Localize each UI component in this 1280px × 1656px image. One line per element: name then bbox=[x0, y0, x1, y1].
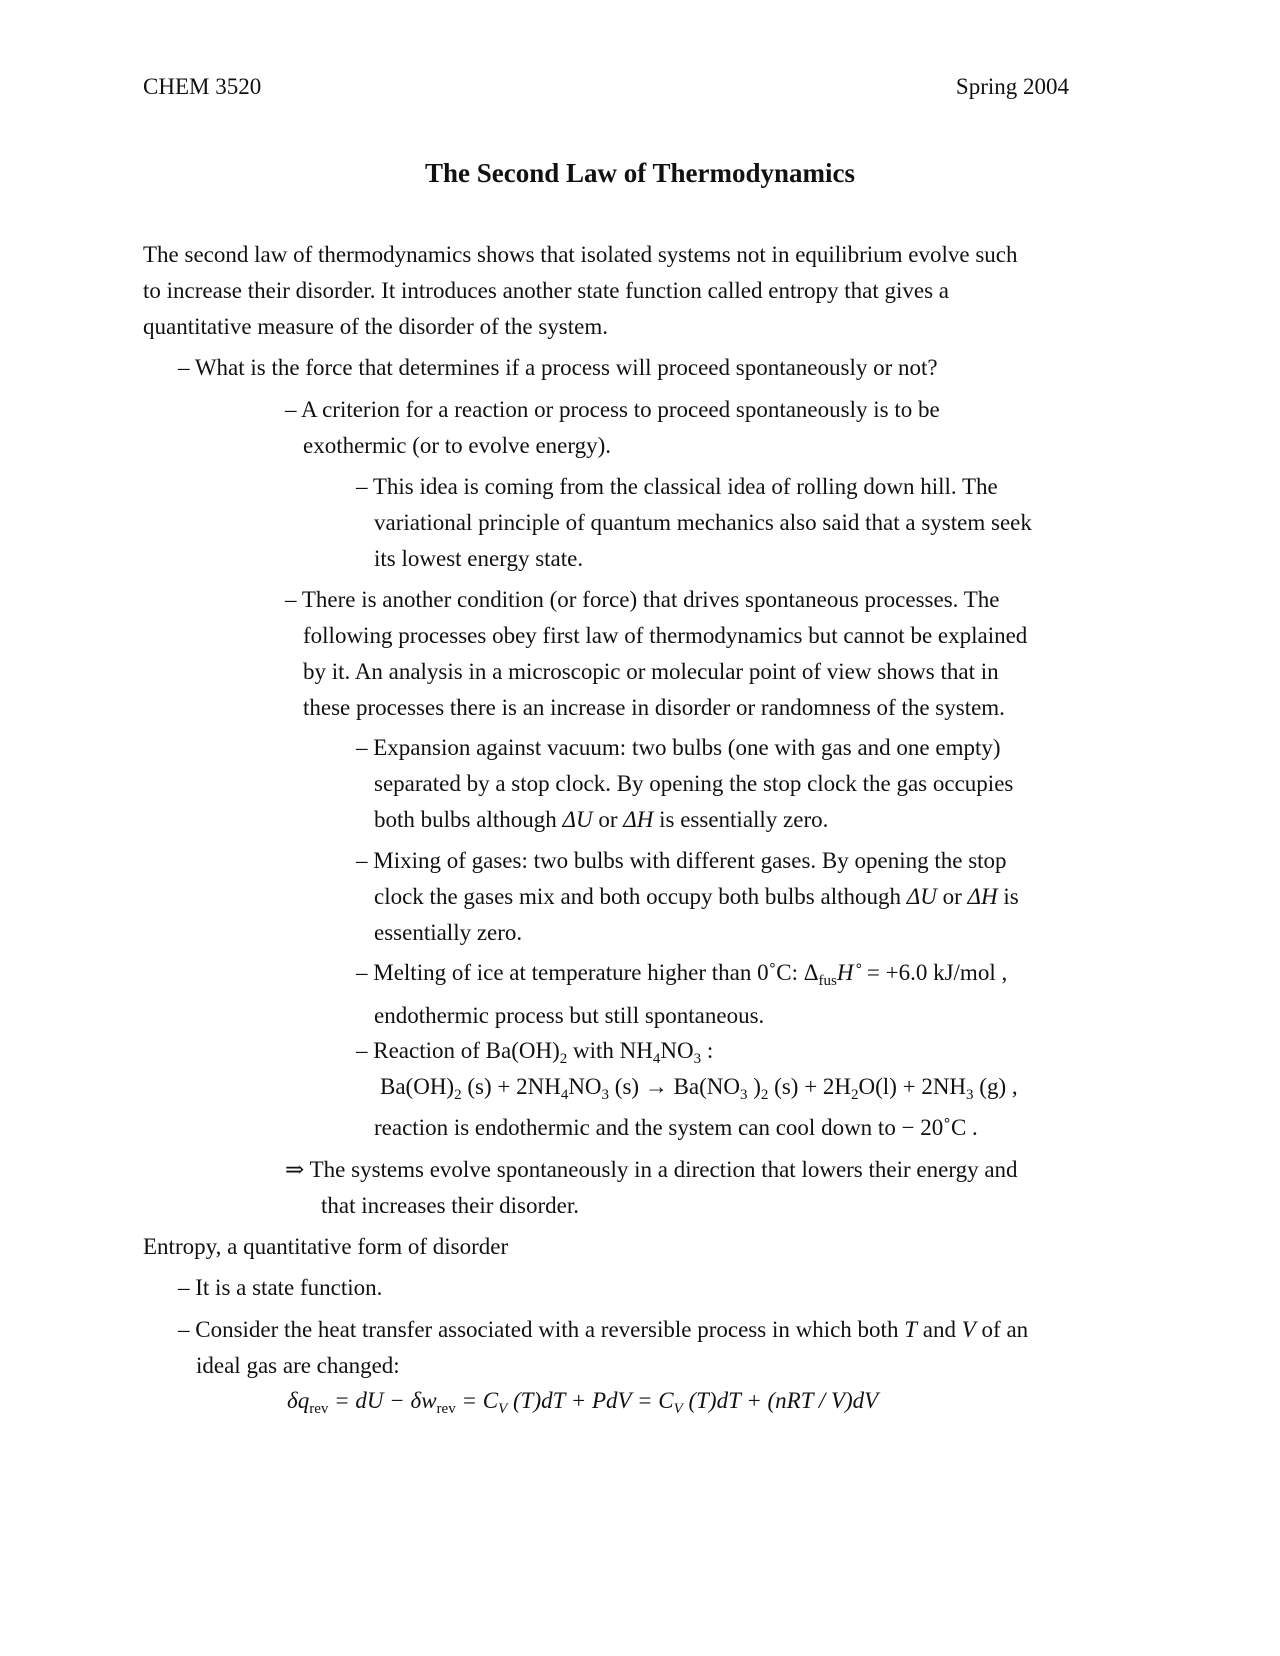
reaction-equation bbox=[380, 1072, 1018, 1102]
melting-bullet-cont: endothermic process but still spontaneous. bbox=[374, 1003, 765, 1028]
heat-transfer-bullet bbox=[178, 1315, 1028, 1345]
text-run: (T)dT + (nRT / V)dV bbox=[682, 1388, 879, 1413]
reaction-bullet-cont: reaction is endothermic and the system can cool down to − 20˚C . bbox=[374, 1115, 978, 1140]
text-run: Ba(OH) bbox=[380, 1074, 455, 1099]
disorder-bullet-cont: following processes obey first law of thermodynamics but cannot be explained bbox=[303, 623, 1028, 648]
text-run: is essentially zero. bbox=[653, 807, 829, 832]
text-run: is bbox=[997, 884, 1019, 909]
enthalpy-symbol: H˚ bbox=[836, 960, 862, 985]
subscript: 3 bbox=[601, 1087, 610, 1103]
criterion-bullet: – A criterion for a reaction or process to proceed spontaneously is to be bbox=[285, 397, 940, 422]
text-run: = +6.0 kJ/mol , bbox=[861, 960, 1008, 985]
text-run: NO bbox=[660, 1038, 694, 1063]
text-run: = C bbox=[455, 1388, 499, 1413]
rolling-hill-bullet: – This idea is coming from the classical idea of rolling down hill. The bbox=[356, 474, 998, 499]
subscript: 4 bbox=[560, 1087, 569, 1103]
rolling-hill-bullet-cont: variational principle of quantum mechanics also said that a system seek bbox=[374, 510, 1032, 535]
expansion-bullet-cont: separated by a stop clock. By opening the stop clock the gas occupies bbox=[374, 771, 1014, 796]
subscript: 3 bbox=[740, 1087, 748, 1103]
subscript: 2 bbox=[454, 1087, 462, 1103]
text-run: O(l) + 2NH bbox=[858, 1074, 967, 1099]
delta-u-symbol: ΔU bbox=[906, 884, 937, 909]
text-run: both bulbs although bbox=[374, 807, 563, 832]
rolling-hill-bullet-cont: its lowest energy state. bbox=[374, 546, 584, 571]
text-run: (s) + 2H bbox=[768, 1074, 852, 1099]
text-run: or bbox=[936, 884, 968, 909]
conclusion-line-cont: that increases their disorder. bbox=[321, 1193, 580, 1218]
mixing-bullet: – Mixing of gases: two bulbs with different gases. By opening the stop bbox=[356, 848, 1007, 873]
delta-h-symbol: ΔH bbox=[623, 807, 654, 832]
expansion-bullet-cont bbox=[374, 805, 828, 835]
question-bullet: – What is the force that determines if a process will proceed spontaneously or not? bbox=[178, 355, 938, 380]
mixing-bullet-cont bbox=[374, 882, 1019, 912]
subscript: 2 bbox=[559, 1051, 568, 1067]
conclusion-line: ⇒ The systems evolve spontaneously in a direction that lowers their energy and bbox=[285, 1157, 1018, 1182]
volume-symbol: V bbox=[961, 1317, 976, 1342]
text-run: ) bbox=[747, 1074, 761, 1099]
page-title: The Second Law of Thermodynamics bbox=[424, 158, 856, 188]
disorder-bullet: – There is another condition (or force) that drives spontaneous processes. The bbox=[285, 587, 1000, 612]
text-run: – Reaction of Ba(OH) bbox=[356, 1038, 560, 1063]
text-run: – Melting of ice at temperature higher than 0˚C: Δ bbox=[356, 960, 819, 985]
course-code: CHEM 3520 bbox=[143, 74, 262, 99]
disorder-bullet-cont: these processes there is an increase in disorder or randomness of the system. bbox=[303, 695, 1005, 720]
entropy-heading: Entropy, a quantitative form of disorder bbox=[143, 1234, 509, 1259]
subscript: 2 bbox=[851, 1087, 859, 1103]
subscript: V bbox=[673, 1401, 683, 1417]
subscript: 3 bbox=[693, 1051, 702, 1067]
text-run: δq bbox=[287, 1388, 310, 1413]
text-run: (g) , bbox=[973, 1074, 1018, 1099]
criterion-bullet-cont: exothermic (or to evolve energy). bbox=[303, 433, 612, 458]
mixing-bullet-cont: essentially zero. bbox=[374, 920, 523, 945]
subscript: 2 bbox=[760, 1087, 769, 1103]
text-run: = dU − δw bbox=[328, 1388, 437, 1413]
text-run: (s) → Ba(NO bbox=[609, 1074, 740, 1099]
text-run: and bbox=[917, 1317, 962, 1342]
subscript: rev bbox=[309, 1401, 329, 1417]
delta-h-symbol: ΔH bbox=[967, 884, 998, 909]
subscript: 3 bbox=[966, 1087, 974, 1103]
text-run: (s) + 2NH bbox=[461, 1074, 561, 1099]
temperature-symbol: T bbox=[904, 1317, 917, 1342]
intro-line: The second law of thermodynamics shows that isolated systems not in equilibrium evolve such bbox=[143, 242, 1018, 267]
expansion-bullet: – Expansion against vacuum: two bulbs (one with gas and one empty) bbox=[356, 735, 1001, 760]
subscript: fus bbox=[818, 973, 837, 989]
text-run: with NH bbox=[567, 1038, 653, 1063]
text-run: of an bbox=[975, 1317, 1029, 1342]
text-run: – Consider the heat transfer associated with a reversible process in which both bbox=[178, 1317, 905, 1342]
melting-bullet bbox=[356, 958, 1007, 988]
intro-line: to increase their disorder. It introduces another state function called entropy that gives a bbox=[143, 278, 949, 303]
intro-line: quantitative measure of the disorder of the system. bbox=[143, 314, 608, 339]
subscript: V bbox=[498, 1401, 508, 1417]
text-run: : bbox=[701, 1038, 714, 1063]
term-label: Spring 2004 bbox=[955, 74, 1069, 99]
reaction-bullet bbox=[356, 1036, 713, 1066]
disorder-bullet-cont: by it. An analysis in a microscopic or molecular point of view shows that in bbox=[303, 659, 999, 684]
text-run: clock the gases mix and both occupy both bulbs although bbox=[374, 884, 907, 909]
subscript: 4 bbox=[652, 1051, 661, 1067]
text-run: NO bbox=[568, 1074, 602, 1099]
subscript: rev bbox=[436, 1401, 456, 1417]
delta-u-symbol: ΔU bbox=[562, 807, 593, 832]
text-run: (T)dT + PdV = C bbox=[507, 1388, 674, 1413]
heat-transfer-formula bbox=[287, 1386, 878, 1416]
text-run: or bbox=[592, 807, 624, 832]
heat-transfer-bullet-cont: ideal gas are changed: bbox=[196, 1353, 400, 1378]
state-function-bullet: – It is a state function. bbox=[178, 1275, 383, 1300]
